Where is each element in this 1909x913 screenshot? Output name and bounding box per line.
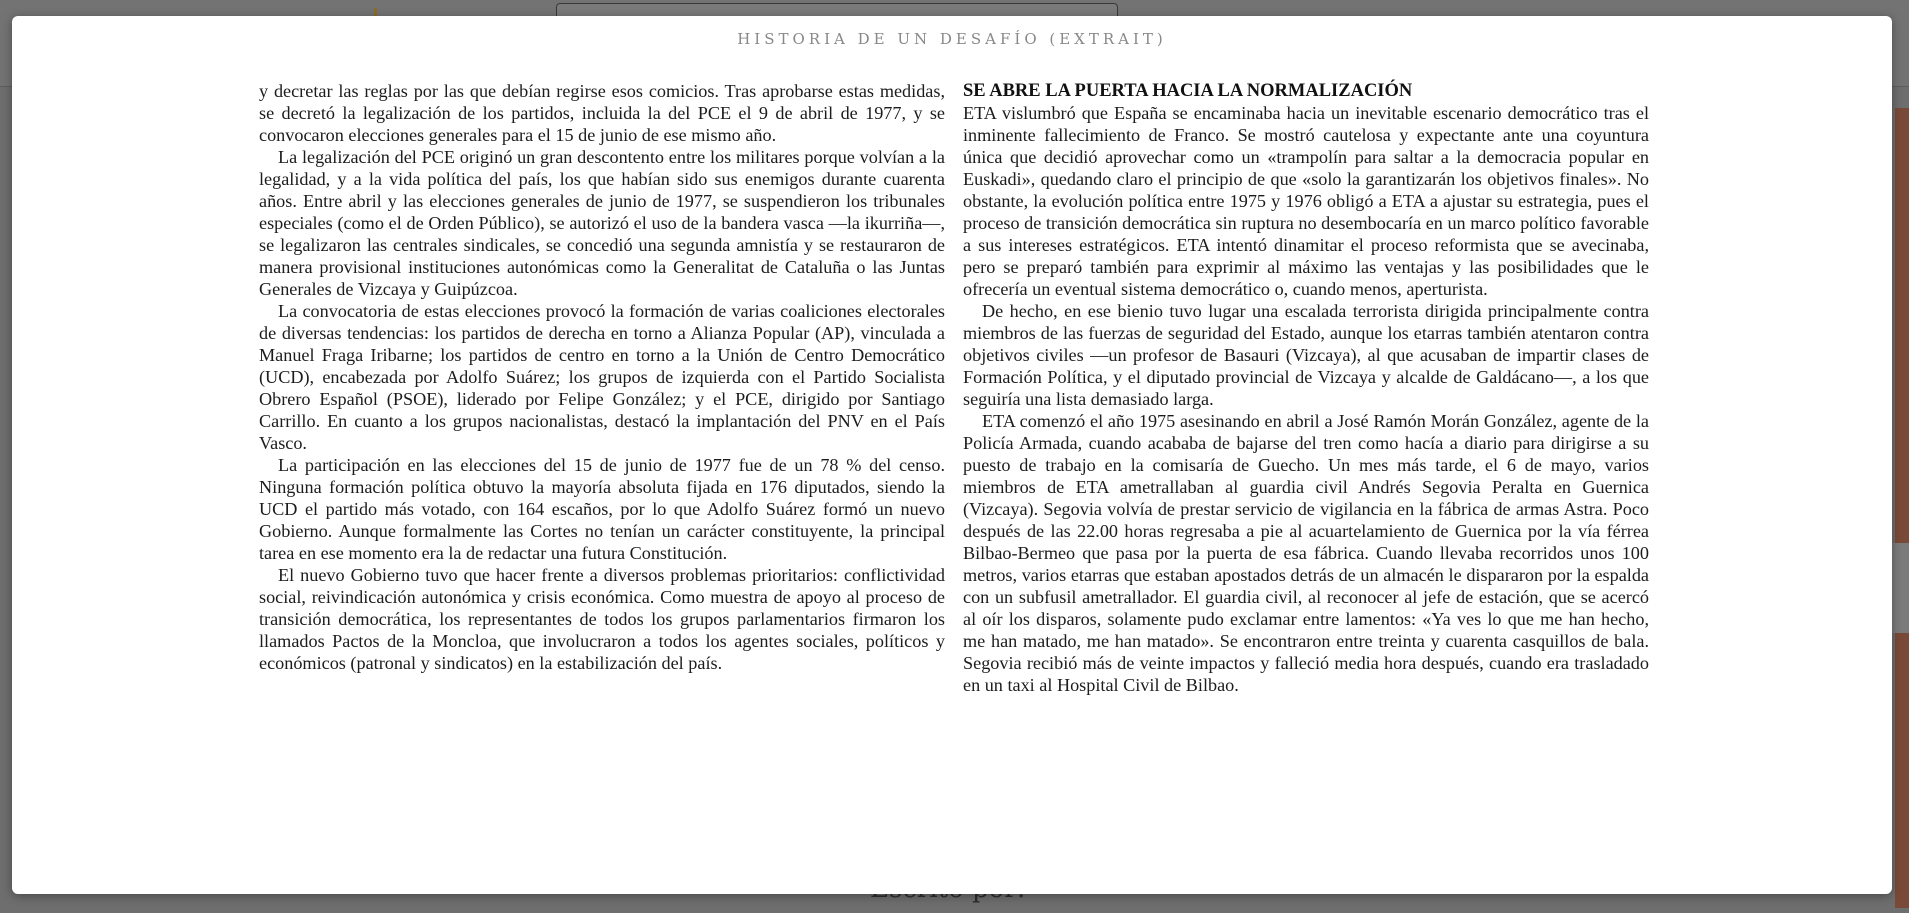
section-heading: SE ABRE LA PUERTA HACIA LA NORMALIZACIÓN [963,81,1413,101]
excerpt-right-column [963,80,1649,696]
excerpt-paragraph: La convocatoria de estas elecciones provocó la formación de varias coaliciones electorales de diversas tendencias: los partidos de derecha en torno a Alianza Popular (AP), vinculada a Manuel Fraga Iribarne; los partidos de centro en torno a la Unión de Centro Democrático (UCD), encabezada por Adolfo Suárez; los grupos de izquierda con el Partido Socialista Obrero Español (PSOE), liderado por Felipe González; y el PCE, dirigido por Santiago Carrillo. En cuanto a los grupos nacionalistas, destacó la implantación del PNV en el País Vasco. [259,301,945,453]
modal-title: HISTORIA DE UN DESAFÍO (EXTRAIT) [737,30,1167,48]
excerpt-modal [12,16,1892,894]
excerpt-paragraph: De hecho, en ese bienio tuvo lugar una escalada terrorista dirigida principalmente contra miembros de las fuerzas de seguridad del Estado, aunque los etarras también atentaron contra objetivos civiles —un profesor de Basauri (Vizcaya), al que acusaban de impartir clases de Formación Política, y el diputado provincial de Vizcaya y alcalde de Galdácano—, a los que seguiría una lista demasiado larga. [963,301,1649,409]
excerpt-paragraph: ETA vislumbró que España se encaminaba hacia un inevitable escenario democrático tras el inminente fallecimiento de Franco. Se mostró cautelosa y expectante ante una coyuntura única que decidió aprovechar como un «trampolín para saltar a la democracia popular en Euskadi», quedando claro el principio de que «solo la garantizarán los objetivos finales». No obstante, la evolución política entre 1975 y 1976 obligó a ETA a ajustar su estrategia, pues el proceso de transición democrática sin ruptura no desembocaría en un marco político favorable a sus intereses estratégicos. ETA intentó dinamitar el proceso reformista que se avecinaba, pero se preparó también para exprimir al máximo las ventajas y las posibilidades que le ofrecería un eventual sistema democrático o, cuando menos, aperturista. [963,103,1649,299]
excerpt-paragraph: ETA comenzó el año 1975 asesinando en abril a José Ramón Morán González, agente de la Policía Armada, cuando acababa de bajarse del tren como hacía a diario para dirigirse a su puesto de trabajo en la comisaría de Guecho. Un mes más tarde, el 6 de mayo, varios miembros de ETA ametrallaban al guardia civil Andrés Segovia Peralta en Guernica (Vizcaya). Segovia volvía de prestar servicio de vigilancia en la fábrica de armas Astra. Poco después de las 22.00 horas regresaba a pie al acuartelamiento de Guernica por la vía férrea Bilbao-Bermeo que pasa por la puerta de esa fábrica. Cuando llevaba recorridos unos 100 metros, varios etarras que estaban apostados detrás de un almacén le dispararon por la espalda con un subfusil ametrallador. El guardia civil, al reconocer al jefe de estación, que se acercó al oír los disparos, solamente pudo exclamar entre lamentos: «Ya ves lo que me han hecho, me han matado, me han matado». Se encontraron entre treinta y cuarenta casquillos de bala. Segovia recibió más de veinte impactos y falleció media hora después, cuando era trasladado en un taxi al Hospital Civil de Bilbao. [963,411,1649,695]
excerpt-paragraph: y decretar las reglas por las que debían regirse esos comicios. Tras aprobarse estas medidas, se decretó la legalización de los partidos, incluida la del PCE el 9 de abril de 1977, y se convocaron elecciones generales para el 15 de junio de ese mismo año. [259,81,945,145]
excerpt-paragraph: El nuevo Gobierno tuvo que hacer frente a diversos problemas prioritarios: conflictividad social, reivindicación autonómica y crisis económica. Como muestra de apoyo al proceso de transición democrática, los representantes de todos los grupos parlamentarios firmaron los llamados Pactos de la Moncloa, que involucraron a todos los agentes sociales, políticos y económicos (patronal y sindicatos) en la estabilización del país. [259,565,945,673]
excerpt-left-column [259,80,945,674]
excerpt-paragraph: La participación en las elecciones del 15 de junio de 1977 fue de un 78 % del censo. Ninguna formación política obtuvo la mayoría absoluta fijada en 176 diputados, siendo la UCD el partido más votado, con 164 escaños, por lo que Adolfo Suárez formó un nuevo Gobierno. Aunque formalmente las Cortes no tenían un carácter constituyente, la principal tarea en ese momento era la de redactar una futura Constitución. [259,455,945,563]
background-side-tab [1895,108,1909,908]
excerpt-paragraph: La legalización del PCE originó un gran descontento entre los militares porque volvían a la legalidad, y a la vida política del país, los que habían sido sus enemigos durante cuarenta años. Entre abril y las elecciones generales de junio de 1977, se suspendieron los tribunales especiales (como el de Orden Público), se autorizó el uso de la bandera vasca —la ikurriña—, se legalizaron las centrales sindicales, se concedió una segunda amnistía y se restauraron de manera provisional instituciones autonómicas como la Generalitat de Cataluña o las Juntas Generales de Vizcaya y Guipúzcoa. [259,147,945,299]
